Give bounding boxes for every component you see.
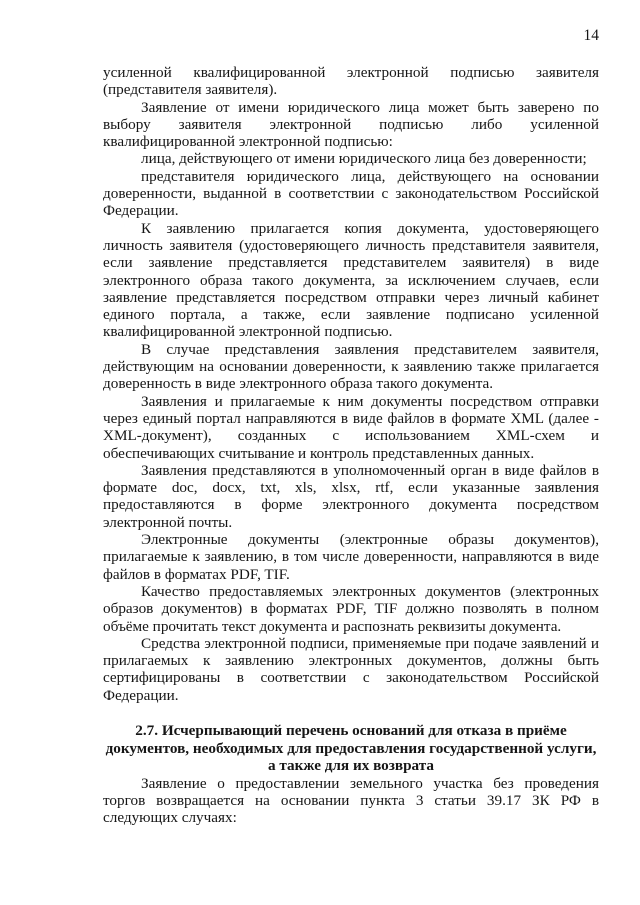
section-heading-line: документов, необходимых для предоставления государственной услуги, bbox=[105, 739, 597, 757]
paragraph: Заявления представляются в уполномоченный орган в виде файлов в формате doc, docx, txt, xls, xlsx, rtf, если указанные заявления предоставляются в форме электронного документа посредством электронной почты. bbox=[103, 461, 599, 531]
paragraph: Заявление о предоставлении земельного участка без проведения торгов возвращается на основании пункта 3 статьи 39.17 ЗК РФ в следующих случаях: bbox=[103, 774, 599, 827]
paragraph: лица, действующего от имени юридического лица без доверенности; bbox=[141, 150, 587, 168]
section-heading-line: 2.7. Исчерпывающий перечень оснований для отказа в приёме bbox=[135, 721, 567, 739]
paragraph: Качество предоставляемых электронных документов (электронных образов документов) в форматах PDF, TIF должно позволять в полном объёме прочитать текст документа и распознать реквизиты документа. bbox=[103, 582, 599, 635]
paragraph: В случае представления заявления представителем заявителя, действующим на основании доверенности, к заявлению также прилагается доверенность в виде электронного образа такого документа. bbox=[103, 340, 599, 393]
paragraph: К заявлению прилагается копия документа, удостоверяющего личность заявителя (удостоверяющего личность представителя заявителя, если заявление представляется представителем заявителя) в виде электронного образа такого документа, за исключением случаев, если заявление представляется посредством отправки через личный кабинет единого портала, а также, если заявление подписано усиленной квалифицированной электронной подписью. bbox=[103, 219, 599, 341]
paragraph: представителя юридического лица, действующего на основании доверенности, выданной в соответствии с законодательством Российской Федерации. bbox=[103, 167, 599, 220]
paragraph: Заявление от имени юридического лица может быть заверено по выбору заявителя электронной подписью либо усиленной квалифицированной электронной подписью: bbox=[103, 98, 599, 151]
page-number: 14 bbox=[583, 27, 599, 44]
page-body bbox=[103, 64, 599, 827]
section-heading bbox=[103, 722, 599, 775]
paragraph: Электронные документы (электронные образы документов), прилагаемые к заявлению, в том числе доверенности, направляются в виде файлов в форматах PDF, TIF. bbox=[103, 531, 599, 583]
paragraph: Заявления и прилагаемые к ним документы посредством отправки через единый портал направляются в виде файлов в формате XML (далее - XML-документ), созданных с использованием XML-схем и обеспечивающих считывание и контроль представленных данных. bbox=[103, 392, 599, 462]
paragraph: Средства электронной подписи, применяемые при подаче заявлений и прилагаемых к заявлению электронных документов, должны быть сертифицированы в соответствии с законодательством Российской Федерации. bbox=[103, 634, 599, 704]
section-heading-line: а также для их возврата bbox=[268, 757, 434, 775]
paragraph: усиленной квалифицированной электронной подписью заявителя (представителя заявителя). bbox=[103, 64, 599, 99]
